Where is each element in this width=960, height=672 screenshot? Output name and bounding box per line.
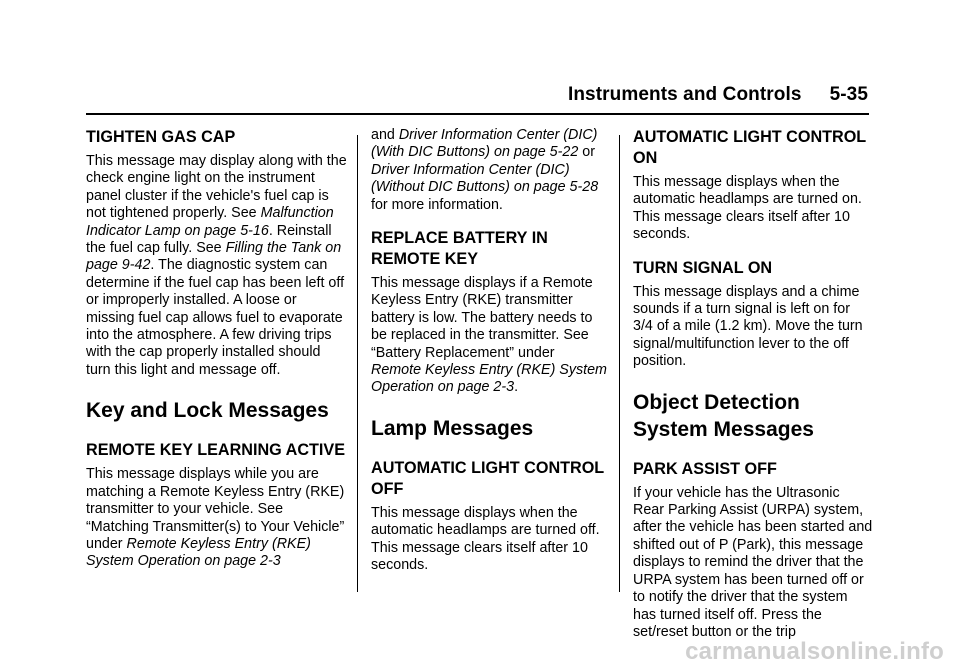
column-divider-2: [619, 135, 620, 592]
paragraph-replace-battery: [371, 275, 607, 397]
xref-filling-the-tank[interactable]: Filling the Tank: [225, 240, 322, 257]
section-title: Instruments and Controls: [567, 84, 802, 105]
text-run: or: [578, 144, 595, 161]
column-divider-1: [357, 135, 358, 592]
xref-page[interactable]: on page 5-22: [490, 144, 579, 161]
xref-rke-system-operation[interactable]: Remote Keyless Entry (RKE) System Operation: [86, 535, 311, 570]
heading-remote-key-learning-active: REMOTE KEY LEARNING ACTIVE: [86, 441, 346, 460]
paragraph-automatic-light-off: This message displays when the automatic headlamps are turned off. This message clears itself after 10 seconds.: [371, 504, 600, 574]
paragraph-turn-signal-on: This message displays and a chime sounds if a turn signal is left on for 3/4 of a mile (1.2 km). Move the turn signal/multifunction lever to the off position.: [633, 283, 863, 370]
column-3: [633, 127, 873, 641]
xref-page[interactable]: on page 9-42: [86, 240, 342, 274]
running-header: [568, 84, 868, 106]
page-number: 5-35: [829, 84, 868, 105]
text-run: and: [371, 127, 399, 143]
text-run: This message displays if a Remote Keyless Entry (RKE) transmitter battery is low. The battery needs to be replaced in the transmitter. See “Battery Replacement” under: [371, 275, 593, 361]
column-1: [86, 127, 348, 571]
xref-page[interactable]: on page 5-16: [180, 222, 269, 239]
paragraph-park-assist-off: If your vehicle has the Ultrasonic Rear Parking Assist (URPA) system, after the vehicle has been started and shifted out of P (Park), this message displays to remind the driver that the URPA system has been turned off or to notify the driver that the system has turned itself off. Press the set/reset button or the trip: [633, 484, 873, 640]
text-run: for more information.: [371, 196, 503, 213]
text-run: . The diagnostic system can determine if the fuel cap has been left off or improperly installed. A loose or missing fuel cap allows fuel to evaporate into the atmosphere. A few driving trips with the cap properly installed should turn this light and message off.: [86, 257, 345, 378]
text-run: This message may display along with the check engine light on the instrument panel cluster if the vehicle's fuel cap is not tightened properly. See: [86, 153, 347, 222]
heading-lamp-messages: Lamp Messages: [371, 416, 534, 440]
text-run: .: [514, 379, 519, 396]
xref-dic-with-buttons[interactable]: Driver Information Center (DIC) (With DIC Buttons): [371, 127, 598, 161]
heading-park-assist-off: PARK ASSIST OFF: [633, 459, 777, 478]
xref-rke-system-operation[interactable]: Remote Keyless Entry (RKE) System Operation on page 2-3: [371, 362, 607, 396]
heading-automatic-light-control-on: AUTOMATIC LIGHT CONTROL ON: [633, 128, 866, 167]
paragraph-tighten-gas-cap: [86, 153, 348, 379]
column-2: [371, 127, 607, 575]
header-rule: [86, 113, 869, 115]
xref-page[interactable]: on page 5-28: [509, 179, 599, 196]
paragraph-automatic-light-on: This message displays when the automatic headlamps are turned on. This message clears itself after 10 seconds.: [633, 174, 862, 243]
heading-replace-battery: REPLACE BATTERY IN REMOTE KEY: [371, 229, 548, 269]
text-run: . Reinstall the fuel cap fully. See: [86, 222, 332, 257]
heading-tighten-gas-cap: TIGHTEN GAS CAP: [86, 128, 236, 146]
xref-page[interactable]: on page 2-3: [200, 553, 281, 570]
heading-object-detection-messages: Object Detection System Messages: [633, 390, 814, 441]
heading-automatic-light-control-off: AUTOMATIC LIGHT CONTROL OFF: [371, 458, 604, 498]
text-run: This message displays while you are matching a Remote Keyless Entry (RKE) transmitter to your vehicle. See “Matching Transmitter(s) to Your Vehicle” under: [86, 466, 345, 552]
watermark: carmanualsonline.info: [685, 638, 944, 665]
heading-key-and-lock-messages: Key and Lock Messages: [86, 399, 329, 423]
paragraph-remote-key-learning: [86, 466, 348, 570]
heading-turn-signal-on: TURN SIGNAL ON: [633, 258, 773, 277]
xref-malfunction-indicator-lamp[interactable]: Malfunction Indicator Lamp: [86, 205, 334, 239]
xref-dic-without-buttons[interactable]: Driver Information Center (DIC) (Without DIC Buttons): [371, 161, 570, 196]
paragraph-continued: [371, 127, 607, 214]
